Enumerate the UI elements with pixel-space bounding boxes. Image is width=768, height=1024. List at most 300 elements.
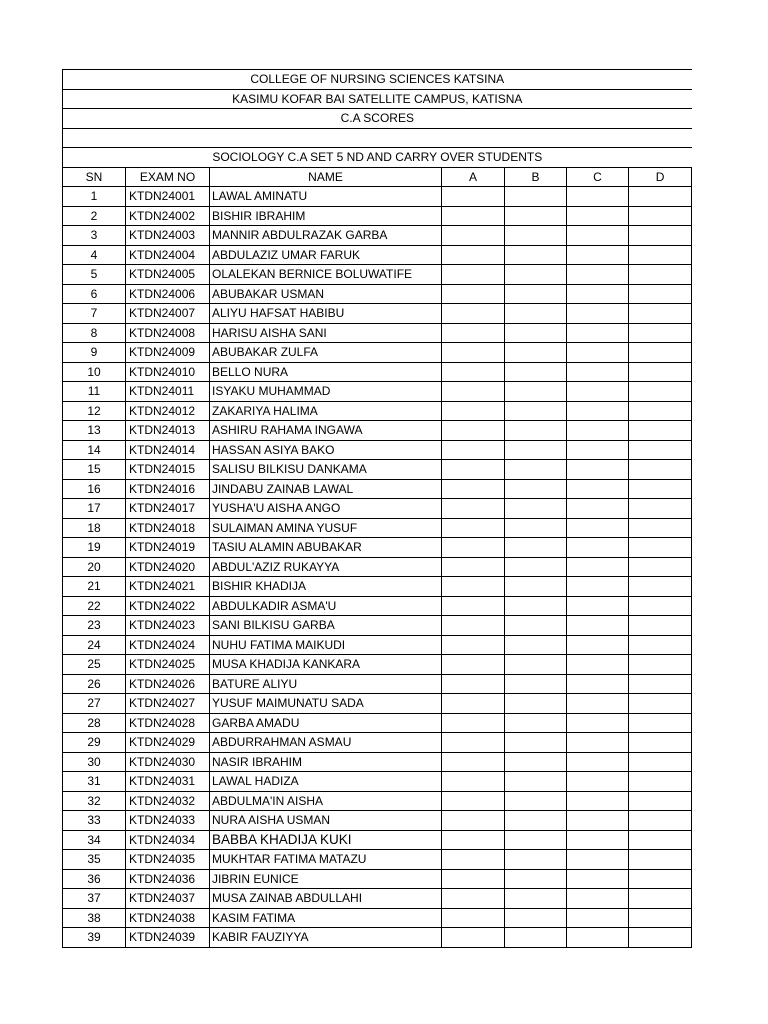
- title-row-college: [63, 70, 692, 90]
- row-sn: 17: [63, 499, 126, 519]
- row-score-b: [505, 206, 567, 226]
- ca-scores-table: [62, 69, 692, 948]
- row-score-d: [629, 401, 692, 421]
- row-score-a: [442, 479, 505, 499]
- row-student-name: MUSA ZAINAB ABDULLAHI: [210, 889, 442, 909]
- row-score-d: [629, 479, 692, 499]
- doc-type-title: C.A SCORES: [63, 109, 692, 129]
- row-score-d: [629, 869, 692, 889]
- row-score-d: [629, 655, 692, 675]
- row-score-a: [442, 889, 505, 909]
- row-score-c: [567, 791, 629, 811]
- row-score-a: [442, 596, 505, 616]
- row-score-a: [442, 538, 505, 558]
- table-row: [63, 401, 692, 421]
- row-student-name: ASHIRU RAHAMA INGAWA: [210, 421, 442, 441]
- row-sn: 33: [63, 811, 126, 831]
- row-sn: 6: [63, 284, 126, 304]
- row-exam-no: KTDN24001: [126, 187, 210, 207]
- row-score-b: [505, 460, 567, 480]
- row-score-b: [505, 616, 567, 636]
- row-score-c: [567, 772, 629, 792]
- row-score-b: [505, 518, 567, 538]
- row-score-c: [567, 440, 629, 460]
- row-score-c: [567, 343, 629, 363]
- row-score-c: [567, 187, 629, 207]
- row-score-d: [629, 577, 692, 597]
- row-score-a: [442, 245, 505, 265]
- row-score-a: [442, 460, 505, 480]
- row-sn: 37: [63, 889, 126, 909]
- blank-cell: [63, 128, 692, 148]
- row-exam-no: KTDN24003: [126, 226, 210, 246]
- row-sn: 15: [63, 460, 126, 480]
- row-sn: 21: [63, 577, 126, 597]
- row-score-b: [505, 382, 567, 402]
- table-row: [63, 635, 692, 655]
- row-score-c: [567, 908, 629, 928]
- row-sn: 26: [63, 674, 126, 694]
- row-score-a: [442, 811, 505, 831]
- row-student-name: ZAKARIYA HALIMA: [210, 401, 442, 421]
- row-score-b: [505, 304, 567, 324]
- row-score-a: [442, 382, 505, 402]
- row-score-b: [505, 850, 567, 870]
- row-exam-no: KTDN24017: [126, 499, 210, 519]
- row-student-name: ABDULAZIZ UMAR FARUK: [210, 245, 442, 265]
- row-score-d: [629, 245, 692, 265]
- row-score-b: [505, 421, 567, 441]
- row-sn: 2: [63, 206, 126, 226]
- table-row: [63, 850, 692, 870]
- row-score-d: [629, 206, 692, 226]
- row-score-b: [505, 265, 567, 285]
- row-student-name: JIBRIN EUNICE: [210, 869, 442, 889]
- row-sn: 34: [63, 830, 126, 850]
- row-exam-no: KTDN24012: [126, 401, 210, 421]
- row-score-c: [567, 674, 629, 694]
- row-score-a: [442, 284, 505, 304]
- row-exam-no: KTDN24002: [126, 206, 210, 226]
- row-score-a: [442, 343, 505, 363]
- row-score-d: [629, 928, 692, 948]
- row-score-c: [567, 226, 629, 246]
- table-row: [63, 674, 692, 694]
- row-score-d: [629, 421, 692, 441]
- row-score-d: [629, 557, 692, 577]
- row-score-a: [442, 499, 505, 519]
- row-student-name: MANNIR ABDULRAZAK GARBA: [210, 226, 442, 246]
- row-score-c: [567, 889, 629, 909]
- row-exam-no: KTDN24007: [126, 304, 210, 324]
- row-score-d: [629, 440, 692, 460]
- row-score-c: [567, 265, 629, 285]
- row-score-d: [629, 187, 692, 207]
- row-score-d: [629, 616, 692, 636]
- table-row: [63, 226, 692, 246]
- row-score-a: [442, 791, 505, 811]
- row-score-d: [629, 850, 692, 870]
- column-header-c: C: [567, 167, 629, 187]
- row-exam-no: KTDN24013: [126, 421, 210, 441]
- row-sn: 5: [63, 265, 126, 285]
- row-score-c: [567, 830, 629, 850]
- row-score-c: [567, 362, 629, 382]
- row-score-b: [505, 343, 567, 363]
- row-sn: 16: [63, 479, 126, 499]
- row-student-name: HASSAN ASIYA BAKO: [210, 440, 442, 460]
- row-score-d: [629, 323, 692, 343]
- row-exam-no: KTDN24018: [126, 518, 210, 538]
- row-sn: 7: [63, 304, 126, 324]
- row-score-b: [505, 928, 567, 948]
- row-student-name: SULAIMAN AMINA YUSUF: [210, 518, 442, 538]
- row-score-a: [442, 850, 505, 870]
- row-student-name: GARBA AMADU: [210, 713, 442, 733]
- row-score-a: [442, 187, 505, 207]
- row-score-c: [567, 323, 629, 343]
- row-exam-no: KTDN24005: [126, 265, 210, 285]
- row-score-a: [442, 304, 505, 324]
- row-score-d: [629, 811, 692, 831]
- row-score-d: [629, 226, 692, 246]
- table-row: [63, 323, 692, 343]
- row-sn: 23: [63, 616, 126, 636]
- row-score-b: [505, 674, 567, 694]
- row-score-b: [505, 284, 567, 304]
- table-row: [63, 791, 692, 811]
- row-student-name: SANI BILKISU GARBA: [210, 616, 442, 636]
- row-student-name: YUSHA'U AISHA ANGO: [210, 499, 442, 519]
- row-student-name: JINDABU ZAINAB LAWAL: [210, 479, 442, 499]
- row-score-a: [442, 265, 505, 285]
- table-row: [63, 713, 692, 733]
- table-row: [63, 655, 692, 675]
- row-score-c: [567, 401, 629, 421]
- table-row: [63, 206, 692, 226]
- row-score-c: [567, 284, 629, 304]
- row-score-a: [442, 655, 505, 675]
- row-score-c: [567, 635, 629, 655]
- row-student-name: ISYAKU MUHAMMAD: [210, 382, 442, 402]
- table-row: [63, 382, 692, 402]
- row-exam-no: KTDN24009: [126, 343, 210, 363]
- row-score-d: [629, 284, 692, 304]
- table-row: [63, 440, 692, 460]
- column-header-name: NAME: [210, 167, 442, 187]
- subject-subtitle: SOCIOLOGY C.A SET 5 ND AND CARRY OVER STUDENTS: [63, 148, 692, 168]
- row-sn: 35: [63, 850, 126, 870]
- row-score-a: [442, 577, 505, 597]
- table-row: [63, 518, 692, 538]
- row-exam-no: KTDN24028: [126, 713, 210, 733]
- row-score-c: [567, 811, 629, 831]
- row-score-d: [629, 304, 692, 324]
- campus-title: KASIMU KOFAR BAI SATELLITE CAMPUS, KATISNA: [63, 89, 692, 109]
- row-exam-no: KTDN24032: [126, 791, 210, 811]
- row-exam-no: KTDN24035: [126, 850, 210, 870]
- table-row: [63, 362, 692, 382]
- row-score-d: [629, 733, 692, 753]
- row-score-b: [505, 596, 567, 616]
- row-sn: 10: [63, 362, 126, 382]
- column-header-sn: SN: [63, 167, 126, 187]
- row-score-b: [505, 401, 567, 421]
- table-row: [63, 596, 692, 616]
- row-exam-no: KTDN24010: [126, 362, 210, 382]
- row-score-a: [442, 772, 505, 792]
- row-student-name: BABBA KHADIJA KUKI: [210, 830, 442, 850]
- table-row: [63, 928, 692, 948]
- row-score-b: [505, 869, 567, 889]
- row-sn: 18: [63, 518, 126, 538]
- row-score-d: [629, 499, 692, 519]
- row-score-c: [567, 733, 629, 753]
- table-row: [63, 557, 692, 577]
- row-sn: 22: [63, 596, 126, 616]
- row-score-a: [442, 440, 505, 460]
- row-exam-no: KTDN24014: [126, 440, 210, 460]
- table-row: [63, 499, 692, 519]
- row-score-c: [567, 850, 629, 870]
- college-title: COLLEGE OF NURSING SCIENCES KATSINA: [63, 70, 692, 90]
- row-sn: 12: [63, 401, 126, 421]
- table-row: [63, 577, 692, 597]
- row-exam-no: KTDN24029: [126, 733, 210, 753]
- row-score-a: [442, 518, 505, 538]
- table-row: [63, 421, 692, 441]
- row-score-c: [567, 557, 629, 577]
- table-row: [63, 616, 692, 636]
- row-student-name: ABDULKADIR ASMA'U: [210, 596, 442, 616]
- row-score-b: [505, 752, 567, 772]
- row-score-c: [567, 694, 629, 714]
- table-row: [63, 245, 692, 265]
- row-score-a: [442, 694, 505, 714]
- row-exam-no: KTDN24038: [126, 908, 210, 928]
- row-student-name: ALIYU HAFSAT HABIBU: [210, 304, 442, 324]
- row-score-c: [567, 655, 629, 675]
- row-score-d: [629, 752, 692, 772]
- row-sn: 31: [63, 772, 126, 792]
- row-exam-no: KTDN24021: [126, 577, 210, 597]
- row-student-name: TASIU ALAMIN ABUBAKAR: [210, 538, 442, 558]
- row-student-name: LAWAL HADIZA: [210, 772, 442, 792]
- row-score-a: [442, 616, 505, 636]
- row-score-b: [505, 577, 567, 597]
- row-score-b: [505, 733, 567, 753]
- row-sn: 30: [63, 752, 126, 772]
- row-score-b: [505, 655, 567, 675]
- row-student-name: ABDURRAHMAN ASMAU: [210, 733, 442, 753]
- row-score-d: [629, 538, 692, 558]
- row-exam-no: KTDN24006: [126, 284, 210, 304]
- row-score-d: [629, 343, 692, 363]
- row-exam-no: KTDN24030: [126, 752, 210, 772]
- title-row-subtitle: [63, 148, 692, 168]
- row-score-c: [567, 245, 629, 265]
- row-score-c: [567, 479, 629, 499]
- row-student-name: ABDUL'AZIZ RUKAYYA: [210, 557, 442, 577]
- row-exam-no: KTDN24022: [126, 596, 210, 616]
- table-row: [63, 343, 692, 363]
- row-score-c: [567, 928, 629, 948]
- column-header-b: B: [505, 167, 567, 187]
- row-score-a: [442, 908, 505, 928]
- table-row: [63, 908, 692, 928]
- row-exam-no: KTDN24019: [126, 538, 210, 558]
- row-student-name: OLALEKAN BERNICE BOLUWATIFE: [210, 265, 442, 285]
- table-row: [63, 304, 692, 324]
- table-row: [63, 733, 692, 753]
- row-sn: 11: [63, 382, 126, 402]
- row-score-c: [567, 382, 629, 402]
- row-score-d: [629, 694, 692, 714]
- row-score-a: [442, 635, 505, 655]
- row-exam-no: KTDN24036: [126, 869, 210, 889]
- row-score-b: [505, 772, 567, 792]
- row-sn: 38: [63, 908, 126, 928]
- table-row: [63, 772, 692, 792]
- row-sn: 14: [63, 440, 126, 460]
- table-row: [63, 187, 692, 207]
- row-student-name: SALISU BILKISU DANKAMA: [210, 460, 442, 480]
- row-score-b: [505, 889, 567, 909]
- row-student-name: ABUBAKAR USMAN: [210, 284, 442, 304]
- row-student-name: ABUBAKAR ZULFA: [210, 343, 442, 363]
- row-sn: 1: [63, 187, 126, 207]
- row-score-d: [629, 772, 692, 792]
- row-score-d: [629, 908, 692, 928]
- row-exam-no: KTDN24023: [126, 616, 210, 636]
- row-score-c: [567, 518, 629, 538]
- row-sn: 9: [63, 343, 126, 363]
- table-row: [63, 869, 692, 889]
- row-score-c: [567, 206, 629, 226]
- row-student-name: ABDULMA'IN AISHA: [210, 791, 442, 811]
- row-student-name: MUKHTAR FATIMA MATAZU: [210, 850, 442, 870]
- row-score-b: [505, 323, 567, 343]
- row-score-a: [442, 713, 505, 733]
- row-score-d: [629, 889, 692, 909]
- blank-row: [63, 128, 692, 148]
- row-score-d: [629, 382, 692, 402]
- row-score-b: [505, 187, 567, 207]
- table-row: [63, 811, 692, 831]
- row-score-b: [505, 479, 567, 499]
- row-exam-no: KTDN24004: [126, 245, 210, 265]
- row-exam-no: KTDN24034: [126, 830, 210, 850]
- row-student-name: BELLO NURA: [210, 362, 442, 382]
- row-sn: 32: [63, 791, 126, 811]
- row-sn: 4: [63, 245, 126, 265]
- row-student-name: LAWAL AMINATU: [210, 187, 442, 207]
- row-student-name: NASIR IBRAHIM: [210, 752, 442, 772]
- row-sn: 39: [63, 928, 126, 948]
- row-sn: 8: [63, 323, 126, 343]
- row-exam-no: KTDN24024: [126, 635, 210, 655]
- row-score-b: [505, 245, 567, 265]
- title-row-campus: [63, 89, 692, 109]
- row-score-d: [629, 713, 692, 733]
- row-exam-no: KTDN24011: [126, 382, 210, 402]
- row-student-name: KABIR FAUZIYYA: [210, 928, 442, 948]
- row-sn: 25: [63, 655, 126, 675]
- row-exam-no: KTDN24033: [126, 811, 210, 831]
- row-score-a: [442, 674, 505, 694]
- row-exam-no: KTDN24025: [126, 655, 210, 675]
- row-score-c: [567, 616, 629, 636]
- row-exam-no: KTDN24008: [126, 323, 210, 343]
- row-exam-no: KTDN24037: [126, 889, 210, 909]
- row-score-c: [567, 460, 629, 480]
- column-header-exam-no: EXAM NO: [126, 167, 210, 187]
- row-sn: 13: [63, 421, 126, 441]
- row-score-a: [442, 323, 505, 343]
- row-score-b: [505, 499, 567, 519]
- row-score-a: [442, 206, 505, 226]
- row-sn: 20: [63, 557, 126, 577]
- row-score-a: [442, 557, 505, 577]
- row-student-name: MUSA KHADIJA KANKARA: [210, 655, 442, 675]
- row-sn: 36: [63, 869, 126, 889]
- row-score-b: [505, 635, 567, 655]
- row-score-d: [629, 674, 692, 694]
- row-score-d: [629, 265, 692, 285]
- column-header-a: A: [442, 167, 505, 187]
- row-exam-no: KTDN24031: [126, 772, 210, 792]
- row-student-name: BISHIR KHADIJA: [210, 577, 442, 597]
- row-score-b: [505, 362, 567, 382]
- row-score-c: [567, 499, 629, 519]
- row-score-c: [567, 752, 629, 772]
- student-rows: [63, 187, 692, 948]
- row-score-a: [442, 401, 505, 421]
- row-score-b: [505, 791, 567, 811]
- row-score-a: [442, 421, 505, 441]
- row-sn: 29: [63, 733, 126, 753]
- table-row: [63, 284, 692, 304]
- row-score-d: [629, 596, 692, 616]
- row-score-b: [505, 440, 567, 460]
- row-score-b: [505, 713, 567, 733]
- row-score-c: [567, 538, 629, 558]
- row-sn: 3: [63, 226, 126, 246]
- row-exam-no: KTDN24039: [126, 928, 210, 948]
- row-score-b: [505, 694, 567, 714]
- row-score-d: [629, 518, 692, 538]
- table-row: [63, 830, 692, 850]
- table-row: [63, 265, 692, 285]
- table-row: [63, 889, 692, 909]
- column-header-d: D: [629, 167, 692, 187]
- row-student-name: NURA AISHA USMAN: [210, 811, 442, 831]
- row-score-d: [629, 791, 692, 811]
- row-student-name: NUHU FATIMA MAIKUDI: [210, 635, 442, 655]
- row-score-c: [567, 421, 629, 441]
- title-row-doc-type: [63, 109, 692, 129]
- row-score-a: [442, 226, 505, 246]
- row-exam-no: KTDN24026: [126, 674, 210, 694]
- table-row: [63, 752, 692, 772]
- row-score-d: [629, 362, 692, 382]
- row-student-name: YUSUF MAIMUNATU SADA: [210, 694, 442, 714]
- row-student-name: HARISU AISHA SANI: [210, 323, 442, 343]
- row-score-a: [442, 869, 505, 889]
- row-score-a: [442, 362, 505, 382]
- row-score-c: [567, 713, 629, 733]
- row-sn: 28: [63, 713, 126, 733]
